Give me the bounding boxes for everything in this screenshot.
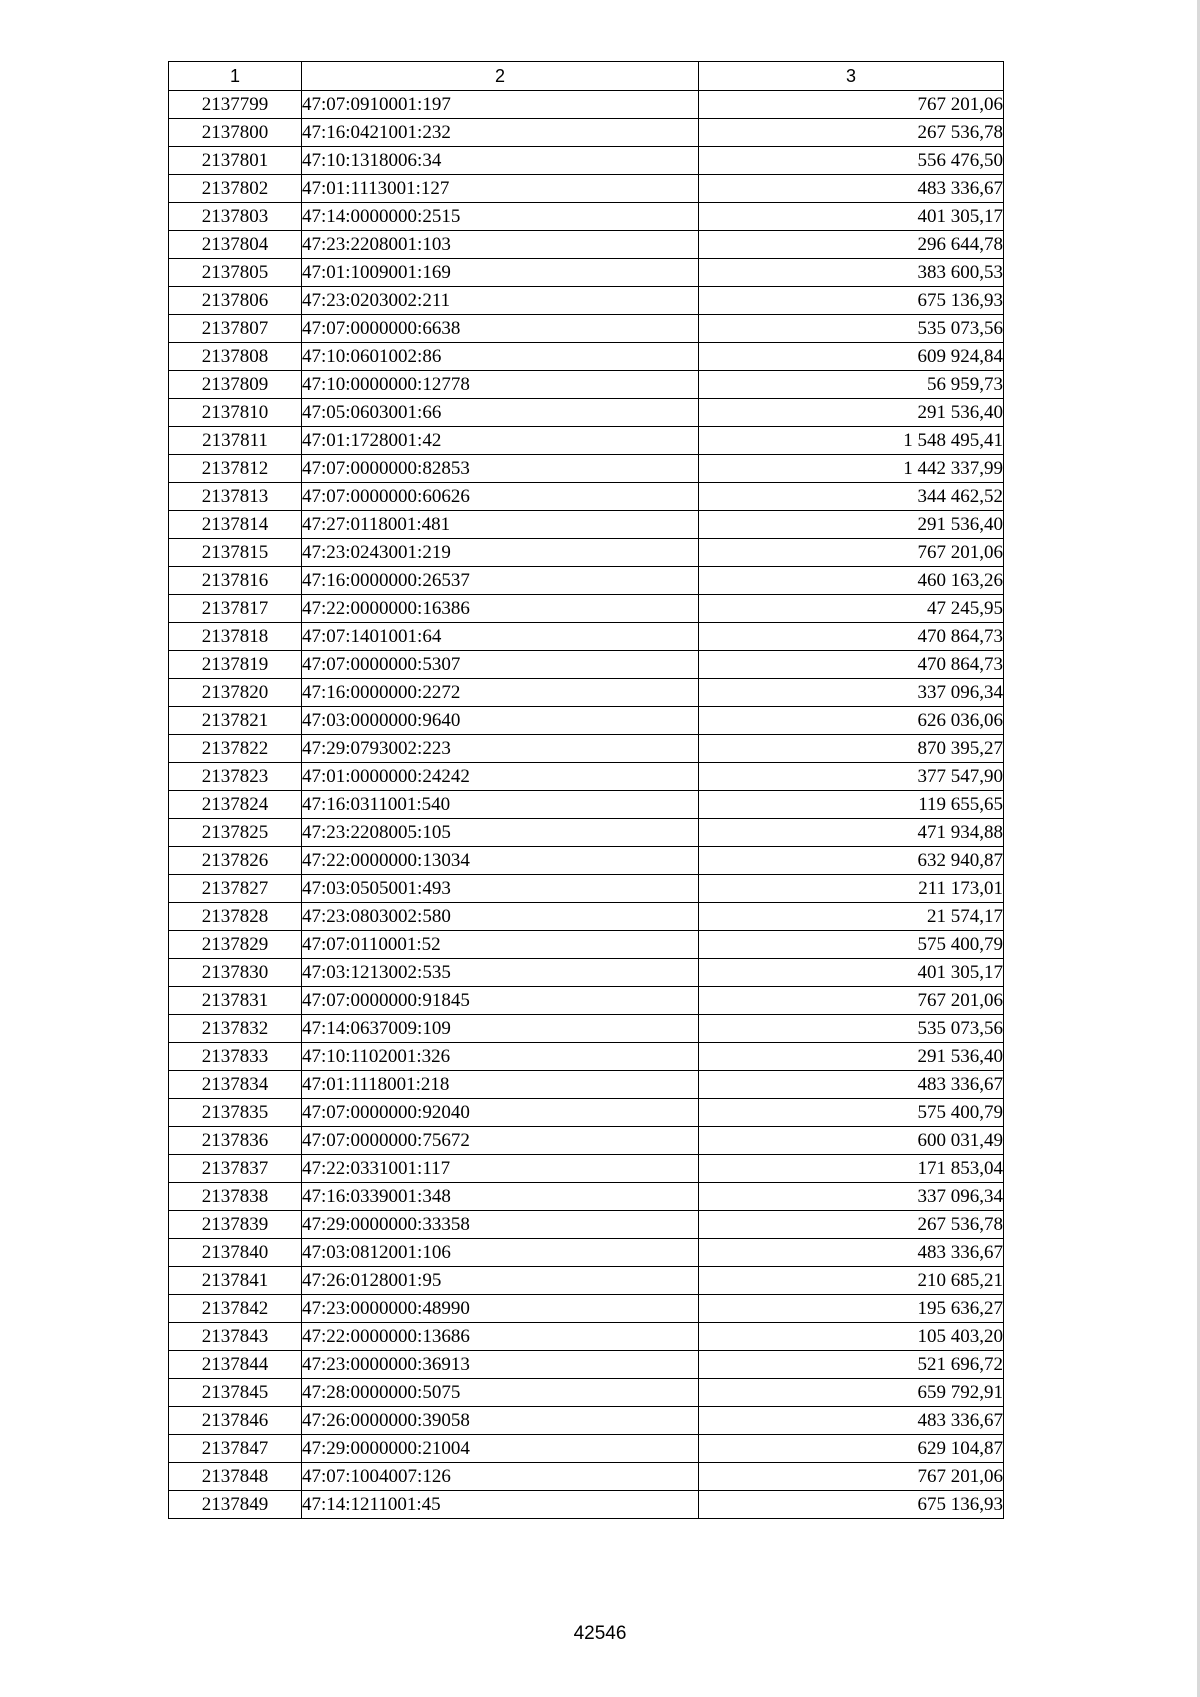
value-cell: 767 201,06 (699, 1463, 1004, 1491)
table-row (169, 1267, 1004, 1295)
cadastral-number-cell: 47:23:0203002:211 (302, 287, 699, 315)
value-cell: 1 548 495,41 (699, 427, 1004, 455)
table-row (169, 539, 1004, 567)
value-cell: 344 462,52 (699, 483, 1004, 511)
cadastral-number-cell: 47:10:0601002:86 (302, 343, 699, 371)
table-row (169, 1099, 1004, 1127)
table-row (169, 623, 1004, 651)
cadastral-number-cell: 47:29:0000000:21004 (302, 1435, 699, 1463)
row-number-cell: 2137822 (169, 735, 302, 763)
table-row (169, 987, 1004, 1015)
row-number-cell: 2137837 (169, 1155, 302, 1183)
cadastral-number-cell: 47:07:0110001:52 (302, 931, 699, 959)
row-number-cell: 2137831 (169, 987, 302, 1015)
cadastral-number-cell: 47:14:0637009:109 (302, 1015, 699, 1043)
cadastral-number-cell: 47:23:0803002:580 (302, 903, 699, 931)
row-number-cell: 2137842 (169, 1295, 302, 1323)
value-cell: 377 547,90 (699, 763, 1004, 791)
cadastral-number-cell: 47:03:1213002:535 (302, 959, 699, 987)
table-row (169, 1043, 1004, 1071)
table-row (169, 147, 1004, 175)
table-row (169, 847, 1004, 875)
row-number-cell: 2137835 (169, 1099, 302, 1127)
row-number-cell: 2137826 (169, 847, 302, 875)
value-cell: 267 536,78 (699, 1211, 1004, 1239)
cadastral-number-cell: 47:03:0000000:9640 (302, 707, 699, 735)
table-row (169, 819, 1004, 847)
value-cell: 632 940,87 (699, 847, 1004, 875)
row-number-cell: 2137839 (169, 1211, 302, 1239)
cadastral-number-cell: 47:22:0331001:117 (302, 1155, 699, 1183)
table-row (169, 791, 1004, 819)
table-row (169, 455, 1004, 483)
row-number-cell: 2137820 (169, 679, 302, 707)
value-cell: 471 934,88 (699, 819, 1004, 847)
row-number-cell: 2137834 (169, 1071, 302, 1099)
cadastral-number-cell: 47:14:1211001:45 (302, 1491, 699, 1519)
value-cell: 470 864,73 (699, 651, 1004, 679)
table-body (169, 91, 1004, 1519)
row-number-cell: 2137827 (169, 875, 302, 903)
value-cell: 195 636,27 (699, 1295, 1004, 1323)
row-number-cell: 2137818 (169, 623, 302, 651)
cadastral-number-cell: 47:16:0000000:2272 (302, 679, 699, 707)
value-cell: 296 644,78 (699, 231, 1004, 259)
value-cell: 119 655,65 (699, 791, 1004, 819)
value-cell: 470 864,73 (699, 623, 1004, 651)
value-cell: 291 536,40 (699, 511, 1004, 539)
cadastral-number-cell: 47:01:1728001:42 (302, 427, 699, 455)
cadastral-number-cell: 47:23:2208001:103 (302, 231, 699, 259)
value-cell: 629 104,87 (699, 1435, 1004, 1463)
row-number-cell: 2137848 (169, 1463, 302, 1491)
row-number-cell: 2137803 (169, 203, 302, 231)
cadastral-number-cell: 47:07:1401001:64 (302, 623, 699, 651)
table-row (169, 959, 1004, 987)
table-row (169, 175, 1004, 203)
value-cell: 47 245,95 (699, 595, 1004, 623)
table-row (169, 1463, 1004, 1491)
table-row (169, 203, 1004, 231)
value-cell: 556 476,50 (699, 147, 1004, 175)
cadastral-number-cell: 47:27:0118001:481 (302, 511, 699, 539)
table-row (169, 511, 1004, 539)
value-cell: 575 400,79 (699, 931, 1004, 959)
value-cell: 767 201,06 (699, 539, 1004, 567)
table-row (169, 1071, 1004, 1099)
row-number-cell: 2137830 (169, 959, 302, 987)
row-number-cell: 2137841 (169, 1267, 302, 1295)
table-row (169, 1183, 1004, 1211)
row-number-cell: 2137832 (169, 1015, 302, 1043)
row-number-cell: 2137843 (169, 1323, 302, 1351)
value-cell: 675 136,93 (699, 1491, 1004, 1519)
table-row (169, 1127, 1004, 1155)
value-cell: 483 336,67 (699, 175, 1004, 203)
value-cell: 535 073,56 (699, 315, 1004, 343)
value-cell: 767 201,06 (699, 987, 1004, 1015)
cadastral-number-cell: 47:07:0000000:92040 (302, 1099, 699, 1127)
value-cell: 521 696,72 (699, 1351, 1004, 1379)
table-row (169, 231, 1004, 259)
cadastral-number-cell: 47:16:0311001:540 (302, 791, 699, 819)
cadastral-number-cell: 47:07:1004007:126 (302, 1463, 699, 1491)
cadastral-number-cell: 47:23:0000000:48990 (302, 1295, 699, 1323)
cadastral-number-cell: 47:22:0000000:16386 (302, 595, 699, 623)
table-row (169, 371, 1004, 399)
table-row (169, 1239, 1004, 1267)
row-number-cell: 2137833 (169, 1043, 302, 1071)
value-cell: 483 336,67 (699, 1239, 1004, 1267)
row-number-cell: 2137847 (169, 1435, 302, 1463)
value-cell: 535 073,56 (699, 1015, 1004, 1043)
row-number-cell: 2137802 (169, 175, 302, 203)
row-number-cell: 2137812 (169, 455, 302, 483)
value-cell: 21 574,17 (699, 903, 1004, 931)
table-row (169, 287, 1004, 315)
value-cell: 211 173,01 (699, 875, 1004, 903)
row-number-cell: 2137845 (169, 1379, 302, 1407)
value-cell: 337 096,34 (699, 1183, 1004, 1211)
value-cell: 600 031,49 (699, 1127, 1004, 1155)
value-cell: 609 924,84 (699, 343, 1004, 371)
row-number-cell: 2137811 (169, 427, 302, 455)
cadastral-number-cell: 47:01:1009001:169 (302, 259, 699, 287)
cadastral-number-cell: 47:22:0000000:13686 (302, 1323, 699, 1351)
cadastral-number-cell: 47:23:0000000:36913 (302, 1351, 699, 1379)
table-row (169, 1351, 1004, 1379)
value-cell: 626 036,06 (699, 707, 1004, 735)
cadastral-number-cell: 47:03:0505001:493 (302, 875, 699, 903)
data-table (168, 61, 1004, 1519)
row-number-cell: 2137806 (169, 287, 302, 315)
cadastral-number-cell: 47:16:0421001:232 (302, 119, 699, 147)
value-cell: 767 201,06 (699, 91, 1004, 119)
cadastral-number-cell: 47:07:0910001:197 (302, 91, 699, 119)
cadastral-number-cell: 47:07:0000000:60626 (302, 483, 699, 511)
table-row (169, 707, 1004, 735)
value-cell: 675 136,93 (699, 287, 1004, 315)
row-number-cell: 2137838 (169, 1183, 302, 1211)
table-row (169, 1295, 1004, 1323)
row-number-cell: 2137824 (169, 791, 302, 819)
value-cell: 401 305,17 (699, 959, 1004, 987)
row-number-cell: 2137828 (169, 903, 302, 931)
table-row (169, 399, 1004, 427)
row-number-cell: 2137815 (169, 539, 302, 567)
value-cell: 56 959,73 (699, 371, 1004, 399)
table-row (169, 483, 1004, 511)
cadastral-number-cell: 47:01:1118001:218 (302, 1071, 699, 1099)
cadastral-number-cell: 47:26:0128001:95 (302, 1267, 699, 1295)
value-cell: 483 336,67 (699, 1407, 1004, 1435)
value-cell: 337 096,34 (699, 679, 1004, 707)
value-cell: 483 336,67 (699, 1071, 1004, 1099)
table-row (169, 1379, 1004, 1407)
row-number-cell: 2137808 (169, 343, 302, 371)
cadastral-number-cell: 47:28:0000000:5075 (302, 1379, 699, 1407)
row-number-cell: 2137836 (169, 1127, 302, 1155)
table-row (169, 1323, 1004, 1351)
table-row (169, 735, 1004, 763)
table-row (169, 343, 1004, 371)
cadastral-number-cell: 47:07:0000000:5307 (302, 651, 699, 679)
cadastral-number-cell: 47:03:0812001:106 (302, 1239, 699, 1267)
cadastral-number-cell: 47:29:0793002:223 (302, 735, 699, 763)
value-cell: 401 305,17 (699, 203, 1004, 231)
cadastral-number-cell: 47:05:0603001:66 (302, 399, 699, 427)
table-header (169, 62, 1004, 91)
cadastral-number-cell: 47:07:0000000:82853 (302, 455, 699, 483)
table-row (169, 259, 1004, 287)
cadastral-number-cell: 47:07:0000000:75672 (302, 1127, 699, 1155)
row-number-cell: 2137825 (169, 819, 302, 847)
row-number-cell: 2137846 (169, 1407, 302, 1435)
cadastral-number-cell: 47:10:1102001:326 (302, 1043, 699, 1071)
table-row (169, 315, 1004, 343)
row-number-cell: 2137819 (169, 651, 302, 679)
column-header-3: 3 (699, 62, 1004, 91)
row-number-cell: 2137821 (169, 707, 302, 735)
table-row (169, 1015, 1004, 1043)
cadastral-number-cell: 47:29:0000000:33358 (302, 1211, 699, 1239)
cadastral-number-cell: 47:10:1318006:34 (302, 147, 699, 175)
table-row (169, 931, 1004, 959)
value-cell: 291 536,40 (699, 1043, 1004, 1071)
row-number-cell: 2137823 (169, 763, 302, 791)
cadastral-number-cell: 47:16:0000000:26537 (302, 567, 699, 595)
row-number-cell: 2137799 (169, 91, 302, 119)
value-cell: 575 400,79 (699, 1099, 1004, 1127)
value-cell: 1 442 337,99 (699, 455, 1004, 483)
table-row (169, 1435, 1004, 1463)
row-number-cell: 2137804 (169, 231, 302, 259)
row-number-cell: 2137810 (169, 399, 302, 427)
table-row (169, 427, 1004, 455)
row-number-cell: 2137816 (169, 567, 302, 595)
table-row (169, 1155, 1004, 1183)
value-cell: 105 403,20 (699, 1323, 1004, 1351)
cadastral-number-cell: 47:22:0000000:13034 (302, 847, 699, 875)
cadastral-number-cell: 47:07:0000000:6638 (302, 315, 699, 343)
row-number-cell: 2137829 (169, 931, 302, 959)
row-number-cell: 2137801 (169, 147, 302, 175)
value-cell: 171 853,04 (699, 1155, 1004, 1183)
page-number: 42546 (573, 1623, 627, 1644)
table-row (169, 595, 1004, 623)
table-row (169, 1491, 1004, 1519)
row-number-cell: 2137849 (169, 1491, 302, 1519)
row-number-cell: 2137800 (169, 119, 302, 147)
value-cell: 460 163,26 (699, 567, 1004, 595)
column-header-2: 2 (302, 62, 699, 91)
row-number-cell: 2137817 (169, 595, 302, 623)
cadastral-number-cell: 47:01:0000000:24242 (302, 763, 699, 791)
row-number-cell: 2137813 (169, 483, 302, 511)
row-number-cell: 2137844 (169, 1351, 302, 1379)
table-row (169, 875, 1004, 903)
table-row (169, 1211, 1004, 1239)
column-header-1: 1 (169, 62, 302, 91)
cadastral-number-cell: 47:26:0000000:39058 (302, 1407, 699, 1435)
row-number-cell: 2137807 (169, 315, 302, 343)
value-cell: 210 685,21 (699, 1267, 1004, 1295)
row-number-cell: 2137840 (169, 1239, 302, 1267)
value-cell: 267 536,78 (699, 119, 1004, 147)
row-number-cell: 2137809 (169, 371, 302, 399)
table-row (169, 119, 1004, 147)
table-row (169, 567, 1004, 595)
cadastral-number-cell: 47:16:0339001:348 (302, 1183, 699, 1211)
value-cell: 659 792,91 (699, 1379, 1004, 1407)
table-row (169, 903, 1004, 931)
cadastral-number-cell: 47:23:2208005:105 (302, 819, 699, 847)
table-row (169, 91, 1004, 119)
value-cell: 291 536,40 (699, 399, 1004, 427)
cadastral-number-cell: 47:07:0000000:91845 (302, 987, 699, 1015)
cadastral-number-cell: 47:23:0243001:219 (302, 539, 699, 567)
table-row (169, 651, 1004, 679)
table-row (169, 679, 1004, 707)
row-number-cell: 2137814 (169, 511, 302, 539)
row-number-cell: 2137805 (169, 259, 302, 287)
cadastral-number-cell: 47:10:0000000:12778 (302, 371, 699, 399)
cadastral-number-cell: 47:01:1113001:127 (302, 175, 699, 203)
cadastral-number-cell: 47:14:0000000:2515 (302, 203, 699, 231)
value-cell: 870 395,27 (699, 735, 1004, 763)
table-row (169, 1407, 1004, 1435)
table-row (169, 763, 1004, 791)
value-cell: 383 600,53 (699, 259, 1004, 287)
header-row (169, 62, 1004, 91)
